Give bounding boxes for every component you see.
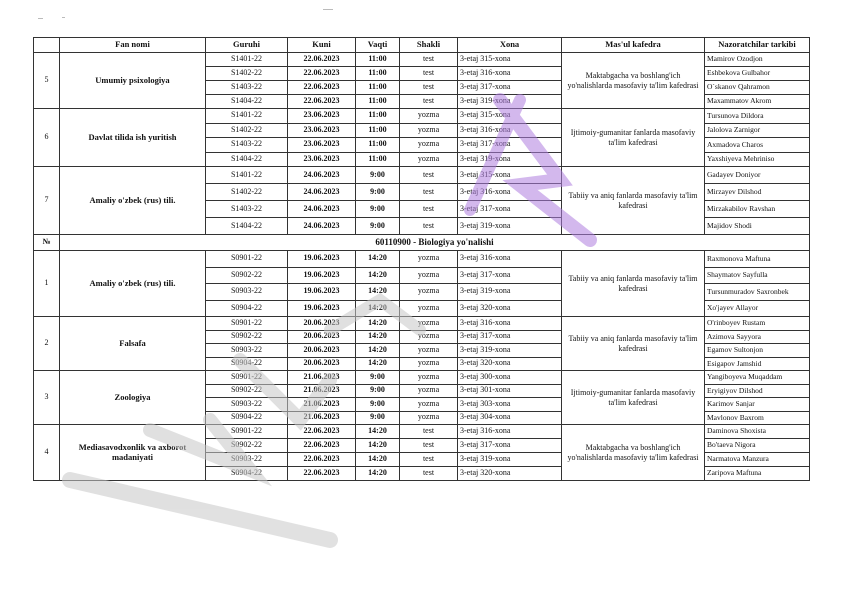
subject-name: Mediasavodxonlik va axborot madaniyati [60, 425, 206, 481]
room-cell: 3-etaj 301-xona [458, 384, 562, 398]
header-row [34, 38, 810, 53]
time-cell: 11:00 [356, 138, 400, 153]
supervisor-cell: Xo'jayev Allayor [705, 300, 810, 317]
room-cell: 3-etaj 304-xona [458, 411, 562, 425]
row-number: 1 [34, 251, 60, 317]
room-cell: 3-etaj 319-xona [458, 344, 562, 358]
supervisor-cell: Mamirov Ozodjon [705, 53, 810, 67]
group-cell: S0901-22 [206, 425, 288, 439]
supervisor-cell: Yaxshiyeva Mehriniso [705, 152, 810, 167]
group-cell: S1403-22 [206, 81, 288, 95]
day-cell: 19.06.2023 [288, 300, 356, 317]
group-cell: S0904-22 [206, 357, 288, 371]
time-cell: 14:20 [356, 425, 400, 439]
form-cell: test [400, 53, 458, 67]
group-cell: S1403-22 [206, 138, 288, 153]
kafedra-cell: Tabiiy va aniq fanlarda masofaviy ta'lim kafedrasi [562, 317, 705, 371]
group-cell: S0903-22 [206, 344, 288, 358]
group-cell: S1403-22 [206, 201, 288, 218]
header-cell-time: Vaqti [356, 38, 400, 53]
form-cell: yozma [400, 284, 458, 301]
form-cell: test [400, 201, 458, 218]
form-cell: test [400, 439, 458, 453]
form-cell: test [400, 95, 458, 109]
day-cell: 24.06.2023 [288, 218, 356, 235]
room-cell: 3-etaj 300-xona [458, 371, 562, 385]
form-cell: yozma [400, 384, 458, 398]
time-cell: 14:20 [356, 251, 400, 268]
kafedra-cell: Ijtimoiy-gumanitar fanlarda masofaviy ta'lim kafedrasi [562, 371, 705, 425]
time-cell: 11:00 [356, 109, 400, 124]
section-num-label: № [34, 235, 60, 251]
watermark-stroke [70, 480, 330, 540]
supervisor-cell: Eshbekova Gulbahor [705, 67, 810, 81]
room-cell: 3-etaj 317-xona [458, 138, 562, 153]
day-cell: 21.06.2023 [288, 398, 356, 412]
time-cell: 14:20 [356, 317, 400, 331]
day-cell: 22.06.2023 [288, 67, 356, 81]
day-cell: 22.06.2023 [288, 95, 356, 109]
time-cell: 14:20 [356, 467, 400, 481]
supervisor-cell: Tursunova Dildora [705, 109, 810, 124]
table-row [34, 425, 810, 439]
group-cell: S0902-22 [206, 267, 288, 284]
room-cell: 3-etaj 303-xona [458, 398, 562, 412]
group-cell: S1402-22 [206, 123, 288, 138]
room-cell: 3-etaj 319-xona [458, 152, 562, 167]
table-row [34, 317, 810, 331]
row-number: 5 [34, 53, 60, 109]
supervisor-cell: Daminova Shoxista [705, 425, 810, 439]
day-cell: 20.06.2023 [288, 330, 356, 344]
room-cell: 3-etaj 320-xona [458, 300, 562, 317]
form-cell: test [400, 467, 458, 481]
day-cell: 19.06.2023 [288, 284, 356, 301]
row-number: 7 [34, 167, 60, 235]
header-cell-subject: Fan nomi [60, 38, 206, 53]
supervisor-cell: Karimov Sanjar [705, 398, 810, 412]
day-cell: 21.06.2023 [288, 371, 356, 385]
header-cell-day: Kuni [288, 38, 356, 53]
room-cell: 3-etaj 316-xona [458, 251, 562, 268]
supervisor-cell: Egamov Sultonjon [705, 344, 810, 358]
time-cell: 11:00 [356, 81, 400, 95]
supervisor-cell: Bo'taeva Nigora [705, 439, 810, 453]
time-cell: 14:20 [356, 330, 400, 344]
group-cell: S0903-22 [206, 453, 288, 467]
time-cell: 11:00 [356, 53, 400, 67]
supervisor-cell: Azimova Sayyora [705, 330, 810, 344]
room-cell: 3-etaj 320-xona [458, 467, 562, 481]
scan-mark [323, 9, 333, 10]
group-cell: S0902-22 [206, 330, 288, 344]
group-cell: S1401-22 [206, 53, 288, 67]
table-row [34, 251, 810, 268]
form-cell: yozma [400, 398, 458, 412]
header-cell-form: Shakli [400, 38, 458, 53]
time-cell: 14:20 [356, 357, 400, 371]
time-cell: 9:00 [356, 411, 400, 425]
group-cell: S0901-22 [206, 371, 288, 385]
kafedra-cell: Maktabgacha va boshlang'ich yo'nalishlarda masofaviy ta'lim kafedrasi [562, 53, 705, 109]
group-cell: S1401-22 [206, 167, 288, 184]
form-cell: yozma [400, 109, 458, 124]
time-cell: 9:00 [356, 218, 400, 235]
group-cell: S0904-22 [206, 300, 288, 317]
time-cell: 11:00 [356, 152, 400, 167]
time-cell: 11:00 [356, 67, 400, 81]
day-cell: 23.06.2023 [288, 109, 356, 124]
form-cell: yozma [400, 330, 458, 344]
room-cell: 3-etaj 317-xona [458, 439, 562, 453]
room-cell: 3-etaj 317-xona [458, 81, 562, 95]
time-cell: 14:20 [356, 453, 400, 467]
supervisor-cell: Mirzayev Dilshod [705, 184, 810, 201]
header-cell-room: Xona [458, 38, 562, 53]
kafedra-cell: Tabiiy va aniq fanlarda masofaviy ta'lim kafedrasi [562, 251, 705, 317]
form-cell: test [400, 184, 458, 201]
table-body-b [34, 251, 810, 481]
day-cell: 23.06.2023 [288, 123, 356, 138]
form-cell: yozma [400, 411, 458, 425]
supervisor-cell: Mirzakabilov Ravshan [705, 201, 810, 218]
group-cell: S1404-22 [206, 218, 288, 235]
day-cell: 22.06.2023 [288, 453, 356, 467]
form-cell: yozma [400, 152, 458, 167]
group-cell: S1402-22 [206, 184, 288, 201]
form-cell: yozma [400, 123, 458, 138]
time-cell: 11:00 [356, 95, 400, 109]
time-cell: 9:00 [356, 167, 400, 184]
room-cell: 3-etaj 319-xona [458, 95, 562, 109]
section-header [34, 235, 810, 251]
supervisor-cell: O`skanov Qahramon [705, 81, 810, 95]
row-number: 3 [34, 371, 60, 425]
table-row [34, 167, 810, 184]
group-cell: S0904-22 [206, 467, 288, 481]
header-cell-group: Guruhi [206, 38, 288, 53]
time-cell: 9:00 [356, 384, 400, 398]
day-cell: 21.06.2023 [288, 411, 356, 425]
form-cell: test [400, 67, 458, 81]
group-cell: S1402-22 [206, 67, 288, 81]
room-cell: 3-etaj 316-xona [458, 123, 562, 138]
day-cell: 19.06.2023 [288, 267, 356, 284]
subject-name: Amaliy o'zbek (rus) tili. [60, 251, 206, 317]
form-cell: yozma [400, 344, 458, 358]
table-row [34, 53, 810, 67]
room-cell: 3-etaj 319-xona [458, 453, 562, 467]
group-cell: S1404-22 [206, 95, 288, 109]
subject-name: Umumiy psixologiya [60, 53, 206, 109]
supervisor-cell: Majidov Shodi [705, 218, 810, 235]
kafedra-cell: Ijtimoiy-gumanitar fanlarda masofaviy ta'lim kafedrasi [562, 109, 705, 167]
day-cell: 21.06.2023 [288, 384, 356, 398]
group-cell: S0903-22 [206, 398, 288, 412]
time-cell: 9:00 [356, 371, 400, 385]
section-title: 60110900 - Biologiya yo'nalishi [60, 235, 810, 251]
group-cell: S1404-22 [206, 152, 288, 167]
supervisor-cell: Narmatova Manzura [705, 453, 810, 467]
day-cell: 23.06.2023 [288, 138, 356, 153]
kafedra-cell: Maktabgacha va boshlang'ich yo'nalishlarda masofaviy ta'lim kafedrasi [562, 425, 705, 481]
room-cell: 3-etaj 316-xona [458, 425, 562, 439]
scan-mark [38, 18, 43, 19]
row-number: 4 [34, 425, 60, 481]
day-cell: 20.06.2023 [288, 317, 356, 331]
scan-mark [62, 17, 65, 18]
time-cell: 9:00 [356, 184, 400, 201]
supervisor-cell: Maxammatov Akrom [705, 95, 810, 109]
day-cell: 24.06.2023 [288, 184, 356, 201]
day-cell: 24.06.2023 [288, 167, 356, 184]
room-cell: 3-etaj 319-xona [458, 218, 562, 235]
subject-name: Amaliy o'zbek (rus) tili. [60, 167, 206, 235]
supervisor-cell: Tursunmuradov Saxronbek [705, 284, 810, 301]
supervisor-cell: Eryigiyov Dilshod [705, 384, 810, 398]
supervisor-cell: Yangiboyeva Muqaddam [705, 371, 810, 385]
day-cell: 22.06.2023 [288, 53, 356, 67]
form-cell: yozma [400, 317, 458, 331]
group-cell: S1401-22 [206, 109, 288, 124]
table-row [34, 371, 810, 385]
group-cell: S0902-22 [206, 439, 288, 453]
form-cell: yozma [400, 138, 458, 153]
form-cell: test [400, 167, 458, 184]
header-cell-num [34, 38, 60, 53]
time-cell: 9:00 [356, 398, 400, 412]
day-cell: 20.06.2023 [288, 344, 356, 358]
room-cell: 3-etaj 316-xona [458, 317, 562, 331]
supervisor-cell: Zaripova Maftuna [705, 467, 810, 481]
room-cell: 3-etaj 317-xona [458, 201, 562, 218]
subject-name: Davlat tilida ish yuritish [60, 109, 206, 167]
header-cell-kafedra: Mas'ul kafedra [562, 38, 705, 53]
room-cell: 3-etaj 317-xona [458, 330, 562, 344]
time-cell: 14:20 [356, 300, 400, 317]
group-cell: S0902-22 [206, 384, 288, 398]
room-cell: 3-etaj 315-xona [458, 167, 562, 184]
form-cell: test [400, 81, 458, 95]
day-cell: 19.06.2023 [288, 251, 356, 268]
room-cell: 3-etaj 316-xona [458, 67, 562, 81]
group-cell: S0903-22 [206, 284, 288, 301]
supervisor-cell: Shaymatov Sayfulla [705, 267, 810, 284]
time-cell: 14:20 [356, 267, 400, 284]
supervisor-cell: Axmadova Charos [705, 138, 810, 153]
form-cell: yozma [400, 251, 458, 268]
form-cell: yozma [400, 357, 458, 371]
room-cell: 3-etaj 315-xona [458, 53, 562, 67]
day-cell: 23.06.2023 [288, 152, 356, 167]
table-row [34, 109, 810, 124]
row-number: 2 [34, 317, 60, 371]
group-cell: S0904-22 [206, 411, 288, 425]
header-cell-supervisors: Nazoratchilar tarkibi [705, 38, 810, 53]
time-cell: 11:00 [356, 123, 400, 138]
time-cell: 14:20 [356, 284, 400, 301]
subject-name: Zoologiya [60, 371, 206, 425]
day-cell: 20.06.2023 [288, 357, 356, 371]
supervisor-cell: Esigapov Jamshid [705, 357, 810, 371]
group-cell: S0901-22 [206, 317, 288, 331]
supervisor-cell: Mavlonov Baxrom [705, 411, 810, 425]
day-cell: 22.06.2023 [288, 81, 356, 95]
room-cell: 3-etaj 320-xona [458, 357, 562, 371]
day-cell: 22.06.2023 [288, 439, 356, 453]
day-cell: 22.06.2023 [288, 425, 356, 439]
supervisor-cell: Gadayev Doniyor [705, 167, 810, 184]
room-cell: 3-etaj 319-xona [458, 284, 562, 301]
supervisor-cell: Jalolova Zarnigor [705, 123, 810, 138]
subject-name: Falsafa [60, 317, 206, 371]
time-cell: 14:20 [356, 344, 400, 358]
day-cell: 24.06.2023 [288, 201, 356, 218]
group-cell: S0901-22 [206, 251, 288, 268]
section-row [34, 235, 810, 251]
table-body-a [34, 53, 810, 235]
form-cell: test [400, 425, 458, 439]
supervisor-cell: O'rinboyev Rustam [705, 317, 810, 331]
form-cell: test [400, 218, 458, 235]
form-cell: test [400, 453, 458, 467]
exam-schedule-table [33, 37, 810, 481]
time-cell: 14:20 [356, 439, 400, 453]
room-cell: 3-etaj 316-xona [458, 184, 562, 201]
room-cell: 3-etaj 317-xona [458, 267, 562, 284]
supervisor-cell: Raxmonova Maftuna [705, 251, 810, 268]
form-cell: yozma [400, 371, 458, 385]
form-cell: yozma [400, 267, 458, 284]
kafedra-cell: Tabiiy va aniq fanlarda masofaviy ta'lim kafedrasi [562, 167, 705, 235]
room-cell: 3-etaj 315-xona [458, 109, 562, 124]
form-cell: yozma [400, 300, 458, 317]
day-cell: 22.06.2023 [288, 467, 356, 481]
row-number: 6 [34, 109, 60, 167]
time-cell: 9:00 [356, 201, 400, 218]
